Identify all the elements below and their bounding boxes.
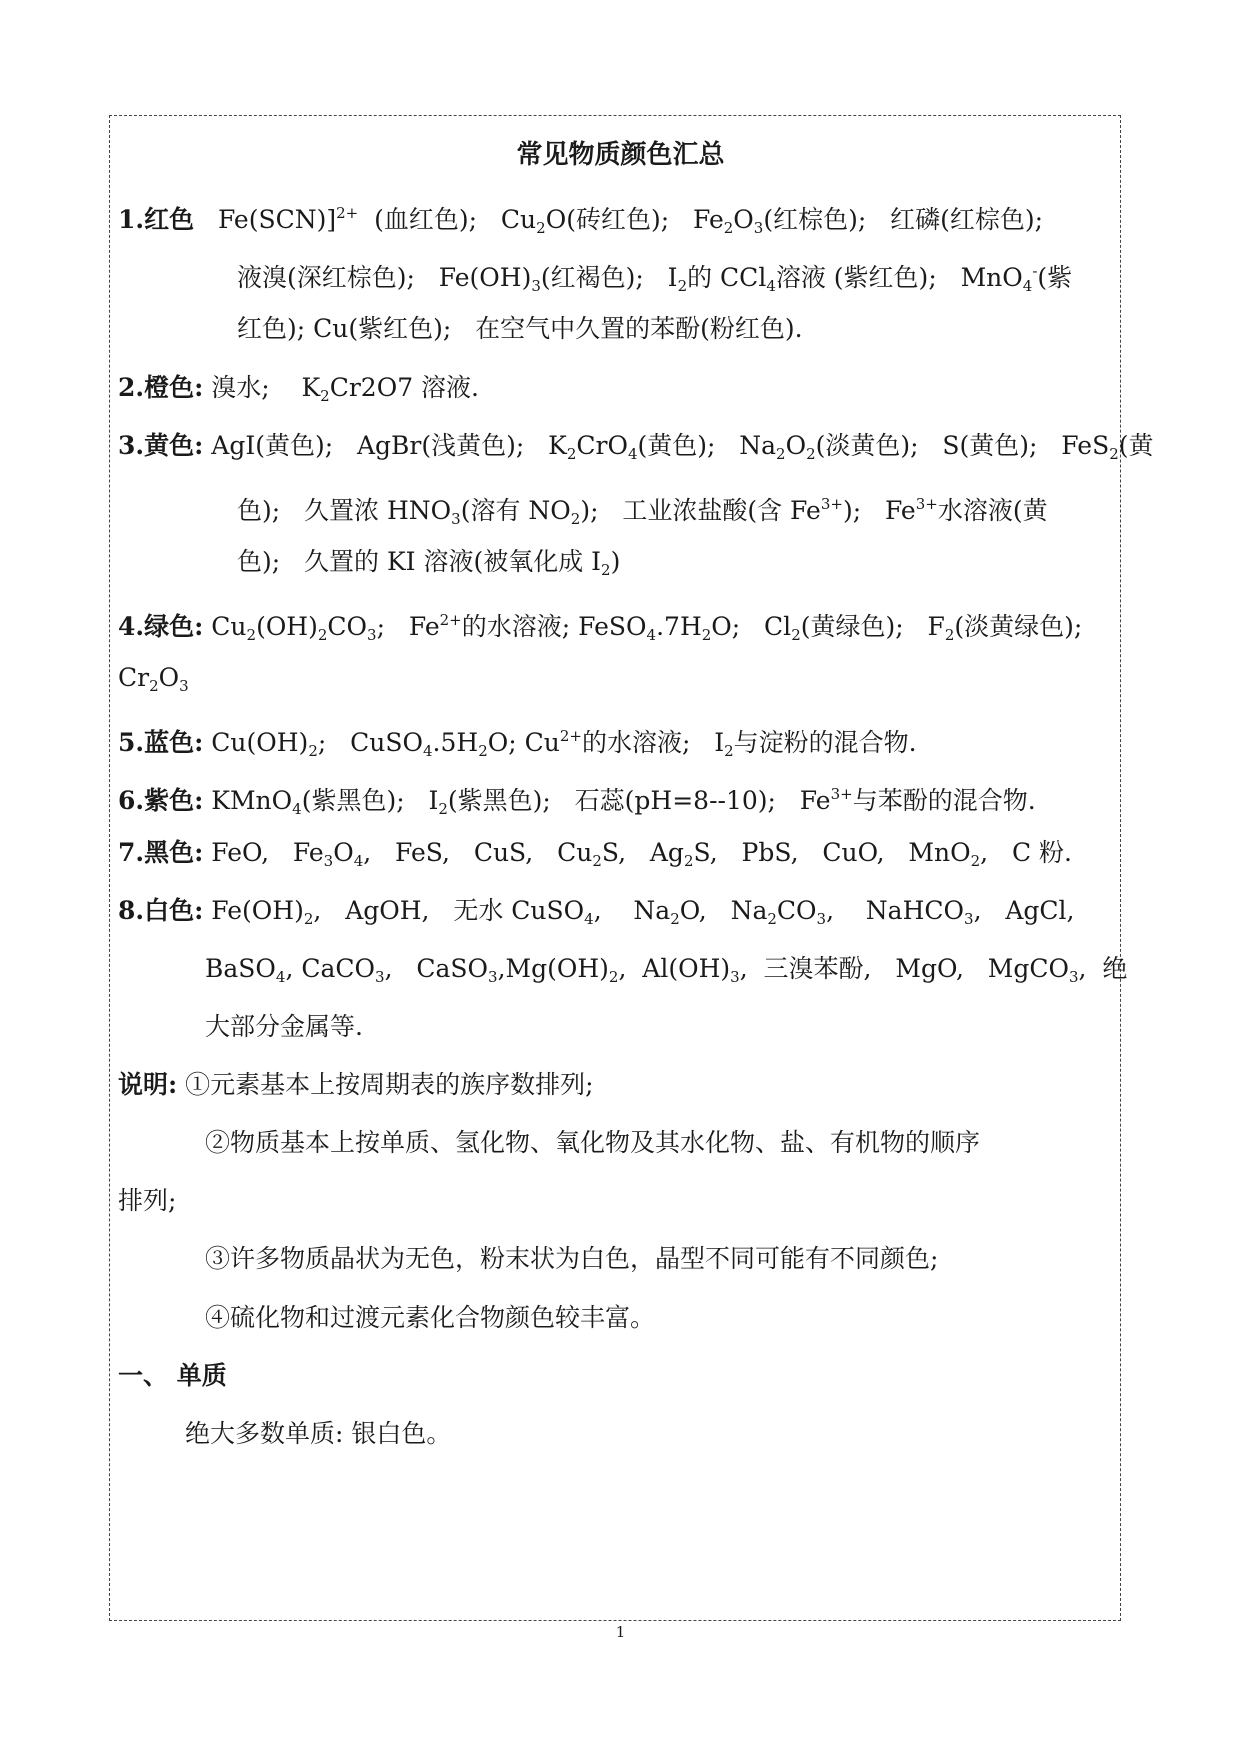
text-segment: O: [158, 663, 180, 692]
subscript: 2: [592, 852, 602, 870]
line-label: 8.白色:: [118, 896, 204, 925]
subscript: 4: [353, 852, 364, 870]
text-segment: (紫黑色); 石蕊(pH=8--10); Fe: [447, 786, 831, 815]
text-segment: (溶有 NO: [460, 496, 571, 525]
superscript: 2+: [336, 204, 359, 222]
text-segment: O: [785, 431, 807, 460]
subscript: 4: [275, 968, 286, 986]
superscript: 2+: [559, 727, 582, 745]
text-segment: O; Cl: [711, 612, 792, 641]
text-segment: (淡黄绿色);: [954, 612, 1083, 641]
text-segment: S, PbS, CuO, MnO: [693, 838, 971, 867]
subscript: 4: [292, 800, 302, 818]
subscript: 3: [488, 968, 498, 986]
text-segment: O: [333, 838, 354, 867]
text-segment: ③许多物质晶状为无色，粉末状为白色，晶型不同可能有不同颜色;: [205, 1244, 939, 1273]
line-label: 一、 单质: [118, 1361, 227, 1390]
subscript: 4: [584, 910, 594, 928]
subscript: 4: [1022, 277, 1033, 295]
subscript: 4: [646, 626, 657, 644]
text-line: [118, 661, 189, 703]
subscript: 4: [422, 742, 433, 760]
line-label: 2.橙色:: [118, 373, 204, 402]
text-segment: ④硫化物和过渡元素化合物颜色较丰富。: [205, 1303, 656, 1332]
text-line: [118, 371, 479, 413]
subscript: 2: [536, 219, 546, 237]
text-segment: 色); 久置浓 HNO: [237, 496, 452, 525]
text-line: [205, 1301, 655, 1335]
text-line: [118, 1184, 176, 1218]
text-segment: 溶液 (紫红色); MnO: [775, 263, 1023, 292]
text-segment: ,Mg(OH): [497, 954, 609, 983]
text-segment: ②物质基本上按单质、氢化物、氧化物及其水化物、盐、有机物的顺序: [205, 1128, 981, 1157]
text-segment: ); 工业浓盐酸(含 Fe: [580, 496, 821, 525]
subscript: 2: [246, 626, 257, 644]
superscript: 2+: [439, 611, 462, 629]
subscript: 2: [601, 561, 611, 579]
text-segment: , 三溴苯酚, MgO, MgCO: [739, 954, 1069, 983]
text-segment: (淡黄色); S(黄色); FeS: [815, 431, 1110, 460]
text-segment: 红色); Cu(紫红色); 在空气中久置的苯酚(粉红色).: [237, 314, 803, 343]
text-segment: (血红色); Cu: [358, 205, 537, 234]
subscript: 2: [806, 445, 816, 463]
subscript: 3: [179, 677, 189, 695]
text-segment: , CaSO: [384, 954, 489, 983]
subscript: 2: [970, 852, 981, 870]
subscript: 3: [531, 277, 541, 295]
subscript: 3: [816, 910, 827, 928]
text-line: [118, 1068, 594, 1102]
text-segment: , Na: [593, 896, 671, 925]
subscript: 3: [451, 510, 461, 528]
subscript: 3: [367, 626, 377, 644]
text-segment: Fe(SCN)]: [194, 205, 337, 234]
text-segment: 与淀粉的混合物.: [733, 728, 917, 757]
document-title: 常见物质颜色汇总: [516, 140, 725, 170]
text-line: [118, 429, 1154, 471]
text-line: [205, 1126, 980, 1160]
text-segment: 水溶液(黄: [937, 496, 1048, 525]
subscript: 2: [438, 800, 448, 818]
text-segment: , 绝: [1078, 954, 1128, 983]
text-line: [118, 777, 1036, 826]
subscript: 3: [964, 910, 974, 928]
text-segment: O, Na: [679, 896, 768, 925]
subscript: 3: [730, 968, 740, 986]
text-segment: ); Fe: [842, 496, 916, 525]
line-label: 7.黑色:: [118, 838, 204, 867]
text-segment: 的水溶液; FeSO: [461, 612, 647, 641]
text-segment: .5H: [432, 728, 479, 757]
text-segment: (黄色); Na: [637, 431, 777, 460]
text-line: [205, 1010, 363, 1044]
text-segment: ): [610, 547, 621, 576]
line-label: 1.红色: [118, 205, 195, 234]
subscript: 2: [776, 445, 786, 463]
subscript: 2: [724, 742, 734, 760]
text-segment: , C 粉.: [980, 838, 1072, 867]
subscript: 2: [791, 626, 801, 644]
text-segment: ; CuSO: [317, 728, 423, 757]
text-line: [237, 545, 620, 587]
text-line: [205, 1242, 938, 1276]
text-line: [185, 1417, 451, 1451]
text-segment: ①元素基本上按周期表的族序数排列;: [177, 1070, 594, 1099]
subscript: 2: [670, 910, 680, 928]
text-segment: 液溴(深红棕色); Fe(OH): [237, 263, 532, 292]
text-segment: , AgCl,: [973, 896, 1075, 925]
superscript: 3+: [820, 495, 843, 513]
text-segment: .7H: [656, 612, 702, 641]
text-segment: CO: [327, 612, 368, 641]
text-segment: , Al(OH): [618, 954, 731, 983]
superscript: 3+: [915, 495, 938, 513]
text-segment: 溴水; K: [203, 373, 321, 402]
text-segment: AgI(黄色); AgBr(浅黄色); K: [203, 431, 567, 460]
text-segment: 排列;: [118, 1186, 177, 1215]
text-line: [237, 254, 1072, 303]
subscript: 3: [375, 968, 385, 986]
text-segment: (黄绿色); F: [800, 612, 945, 641]
text-segment: 绝大多数单质: 银白色。: [185, 1419, 452, 1448]
subscript: 2: [478, 742, 488, 760]
text-segment: Cr: [118, 663, 150, 692]
text-line: [237, 312, 803, 346]
text-segment: 与苯酚的混合物.: [852, 786, 1036, 815]
text-segment: (紫黑色); I: [301, 786, 439, 815]
text-segment: 的水溶液; I: [581, 728, 725, 757]
subscript: 2: [944, 626, 955, 644]
text-segment: , CaCO: [285, 954, 376, 983]
text-line: [118, 1359, 227, 1393]
text-segment: 的 CCl: [687, 263, 767, 292]
subscript: 2: [317, 626, 328, 644]
subscript: 2: [767, 910, 777, 928]
superscript: 3+: [830, 785, 853, 803]
text-segment: FeO, Fe: [203, 838, 324, 867]
text-segment: S, Ag: [601, 838, 684, 867]
subscript: 2: [723, 219, 734, 237]
subscript: 2: [683, 852, 694, 870]
subscript: 3: [1069, 968, 1079, 986]
text-line: [237, 487, 1048, 536]
text-segment: O: [733, 205, 754, 234]
subscript: 2: [677, 277, 688, 295]
subscript: 2: [608, 968, 619, 986]
line-label: 4.绿色:: [118, 612, 204, 641]
text-line: [205, 952, 1127, 994]
subscript: 3: [753, 219, 764, 237]
text-segment: CrO: [576, 431, 628, 460]
subscript: 2: [566, 445, 577, 463]
line-label: 6.紫色:: [118, 786, 204, 815]
subscript: 2: [320, 387, 330, 405]
text-segment: , NaHCO: [826, 896, 965, 925]
superscript: -: [1032, 262, 1038, 280]
subscript: 2: [303, 910, 314, 928]
text-line: [118, 196, 1043, 245]
text-segment: , AgOH, 无水 CuSO: [313, 896, 585, 925]
text-segment: CO: [776, 896, 817, 925]
line-label: 说明:: [118, 1070, 178, 1099]
text-segment: (红褐色); I: [540, 263, 678, 292]
text-segment: (OH): [256, 612, 318, 641]
text-segment: O; Cu: [487, 728, 560, 757]
text-segment: (紫: [1037, 263, 1073, 292]
text-segment: O(砖红色); Fe: [545, 205, 724, 234]
text-line: [118, 836, 1072, 878]
text-line: [118, 603, 1082, 652]
page-number: 1: [615, 1623, 626, 1641]
text-segment: Cu(OH): [203, 728, 309, 757]
line-label: 3.黄色:: [118, 431, 204, 460]
subscript: 2: [701, 626, 712, 644]
text-segment: Cu: [203, 612, 247, 641]
subscript: 3: [323, 852, 334, 870]
text-segment: 色); 久置的 KI 溶液(被氧化成 I: [237, 547, 602, 576]
text-segment: , FeS, CuS, Cu: [363, 838, 593, 867]
subscript: 2: [308, 742, 318, 760]
text-segment: Cr2O7 溶液.: [329, 373, 479, 402]
subscript: 2: [1109, 445, 1119, 463]
text-segment: Fe(OH): [203, 896, 304, 925]
subscript: 2: [570, 510, 581, 528]
text-segment: ; Fe: [376, 612, 440, 641]
line-label: 5.蓝色:: [118, 728, 204, 757]
text-segment: BaSO: [205, 954, 276, 983]
text-segment: 大部分金属等.: [205, 1012, 363, 1041]
text-segment: (红棕色); 红磷(红棕色);: [763, 205, 1044, 234]
subscript: 2: [149, 677, 159, 695]
subscript: 4: [766, 277, 776, 295]
text-segment: (黄: [1118, 431, 1154, 460]
text-segment: KMnO: [203, 786, 293, 815]
text-line: [118, 894, 1075, 936]
text-line: [118, 719, 917, 768]
subscript: 4: [627, 445, 638, 463]
